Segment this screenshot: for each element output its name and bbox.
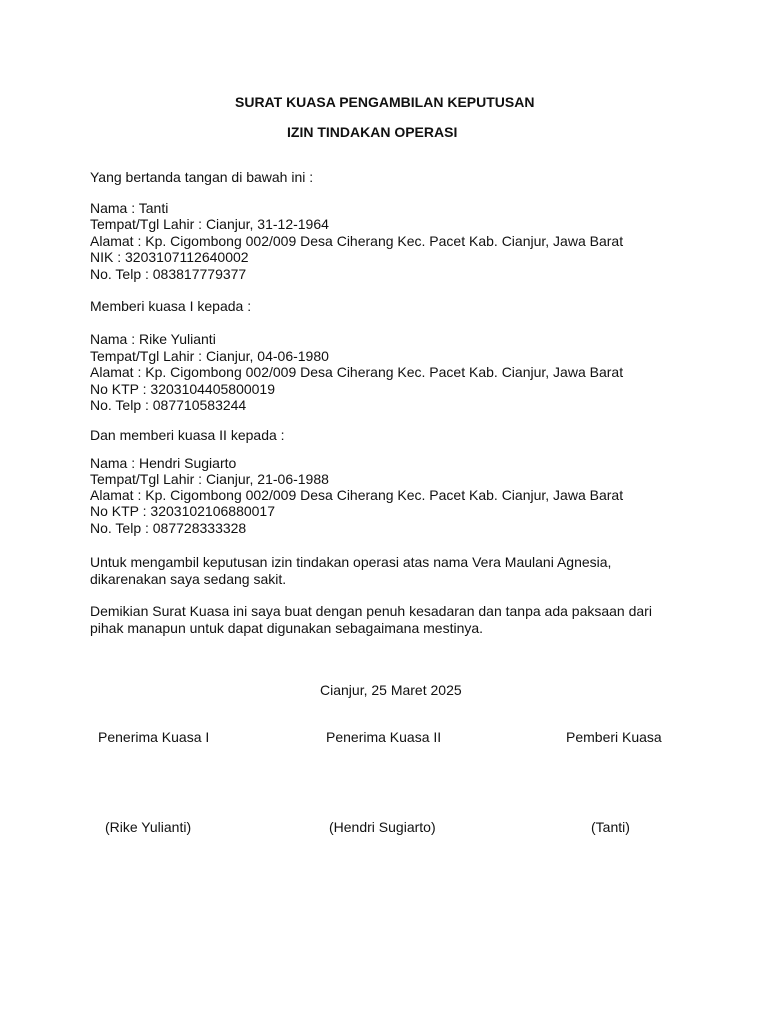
kuasa2-name: Nama : Hendri Sugiarto (90, 455, 237, 471)
purpose-line-2: dikarenakan saya sedang sakit. (90, 571, 287, 587)
grantor-signature-name: (Tanti) (591, 819, 630, 835)
grantor-role: Pemberi Kuasa (566, 729, 662, 745)
kuasa1-signature-name: (Rike Yulianti) (105, 819, 192, 835)
kuasa1-phone: No. Telp : 087710583244 (90, 397, 247, 413)
grantor-address: Alamat : Kp. Cigombong 002/009 Desa Ciherang Kec. Pacet Kab. Cianjur, Jawa Barat (90, 233, 624, 249)
grantor-phone: No. Telp : 083817779377 (90, 266, 247, 282)
grantor-birth: Tempat/Tgl Lahir : Cianjur, 31-12-1964 (90, 216, 329, 232)
kuasa1-ktp: No KTP : 3203104405800019 (90, 381, 276, 397)
closing-line-1: Demikian Surat Kuasa ini saya buat dengan penuh kesadaran dan tanpa ada paksaan dari (90, 603, 652, 619)
kuasa2-ktp: No KTP : 3203102106880017 (90, 503, 276, 519)
kuasa1-name: Nama : Rike Yulianti (90, 331, 216, 347)
kuasa2-role: Penerima Kuasa II (326, 729, 442, 745)
kuasa1-address: Alamat : Kp. Cigombong 002/009 Desa Ciherang Kec. Pacet Kab. Cianjur, Jawa Barat (90, 364, 624, 380)
document-title: SURAT KUASA PENGAMBILAN KEPUTUSAN (235, 94, 535, 110)
kuasa1-intro: Memberi kuasa I kepada : (90, 298, 252, 314)
kuasa2-signature-name: (Hendri Sugiarto) (329, 819, 436, 835)
place-date: Cianjur, 25 Maret 2025 (320, 682, 462, 698)
kuasa1-role: Penerima Kuasa I (98, 729, 210, 745)
document-subtitle: IZIN TINDAKAN OPERASI (287, 124, 458, 140)
intro-text: Yang bertanda tangan di bawah ini : (90, 169, 314, 185)
kuasa1-birth: Tempat/Tgl Lahir : Cianjur, 04-06-1980 (90, 348, 329, 364)
kuasa2-address: Alamat : Kp. Cigombong 002/009 Desa Ciherang Kec. Pacet Kab. Cianjur, Jawa Barat (90, 487, 624, 503)
kuasa2-intro: Dan memberi kuasa II kepada : (90, 427, 285, 443)
closing-line-2: pihak manapun untuk dapat digunakan sebagaimana mestinya. (90, 620, 484, 636)
grantor-nik: NIK : 3203107112640002 (90, 249, 249, 265)
kuasa2-phone: No. Telp : 087728333328 (90, 520, 247, 536)
purpose-line-1: Untuk mengambil keputusan izin tindakan operasi atas nama Vera Maulani Agnesia, (90, 554, 612, 570)
grantor-name: Nama : Tanti (90, 200, 169, 216)
kuasa2-birth: Tempat/Tgl Lahir : Cianjur, 21-06-1988 (90, 471, 329, 487)
